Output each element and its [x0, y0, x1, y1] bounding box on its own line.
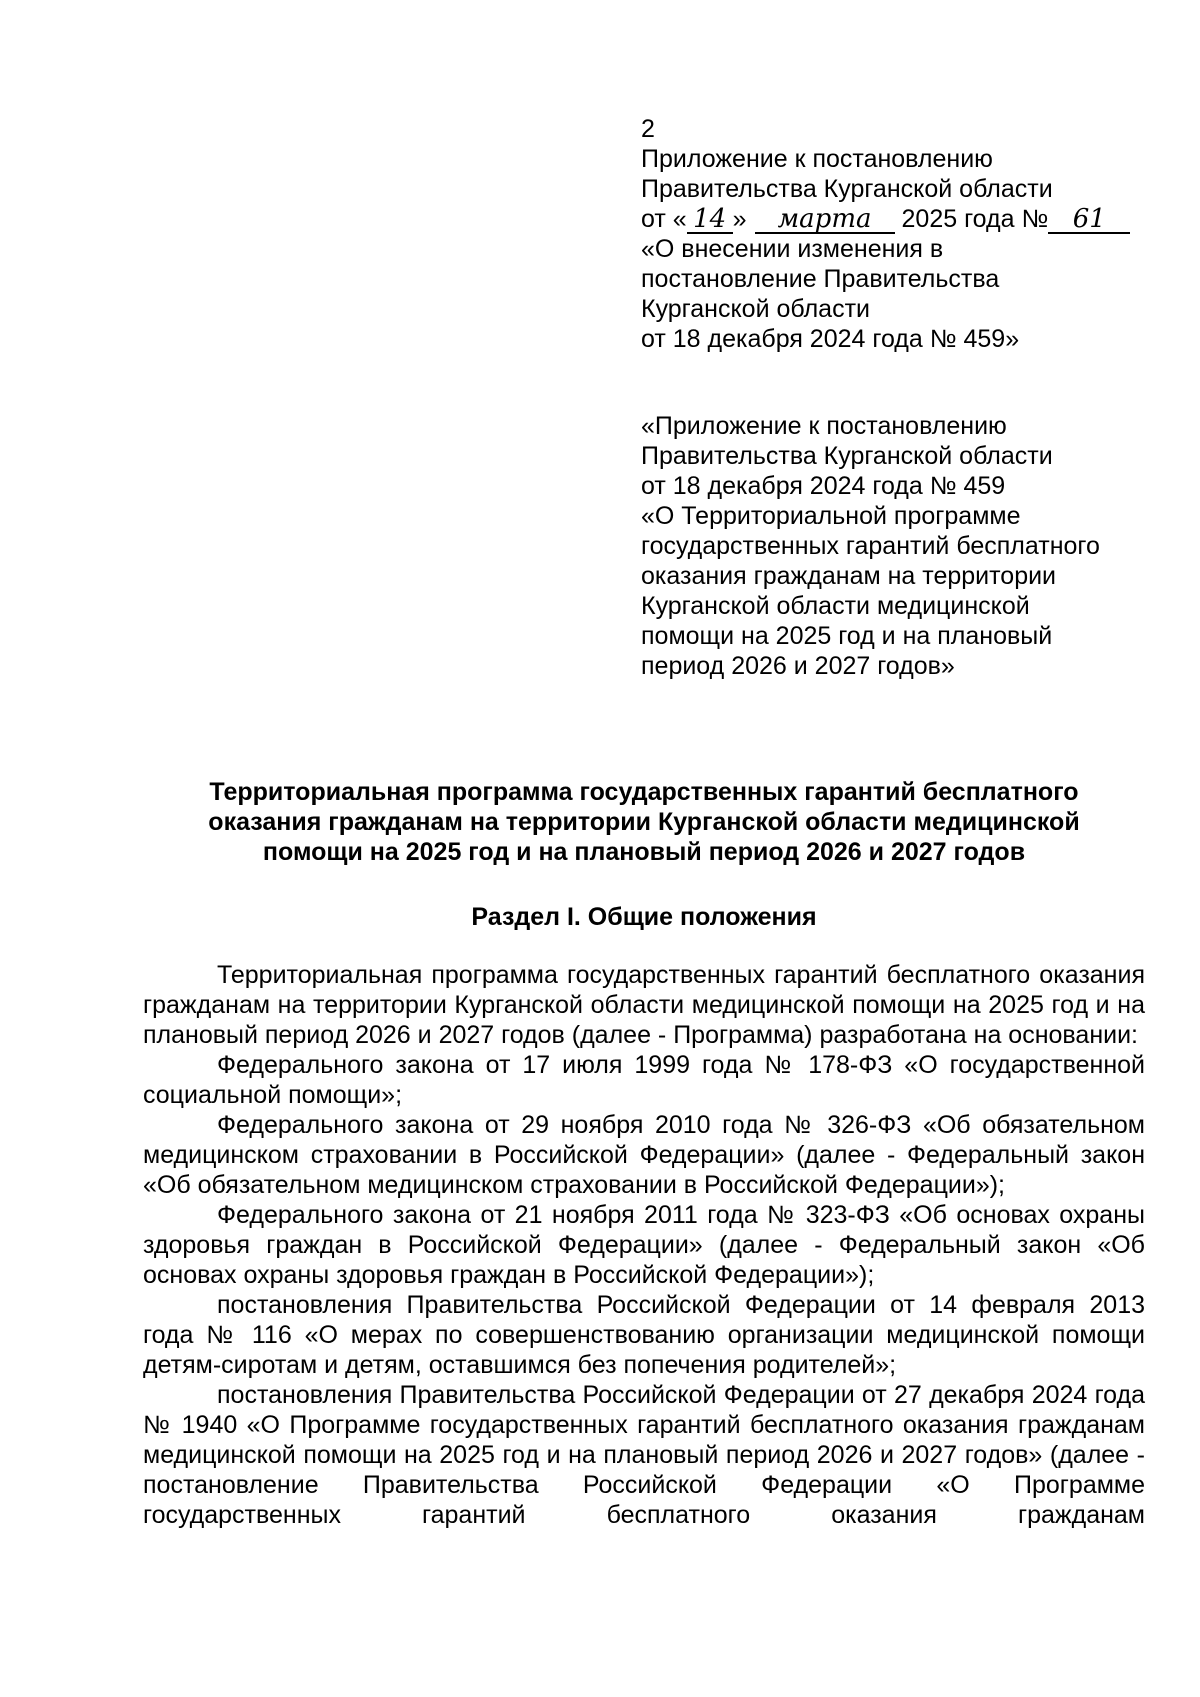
- appendix-line: оказания гражданам на территории: [641, 562, 1057, 590]
- paragraph: постановления Правительства Российской Федерации от 14 февраля 2013 года № 116 «О мерах по совершенствованию организации медицинской помощи детям-сиротам и детям, оставшимся без попечения родителей»;: [143, 1291, 1145, 1379]
- header-line-4: «О внесении изменения в: [641, 235, 944, 263]
- date-prefix: от «: [641, 205, 687, 233]
- header-line-2: Правительства Курганской области: [641, 175, 1053, 203]
- title-line: помощи на 2025 год и на плановый период 2026 и 2027 годов: [262, 838, 1026, 866]
- header-date-line: [641, 204, 1161, 234]
- handwritten-month: марта: [755, 206, 895, 234]
- section-heading: Раздел I. Общие положения: [471, 903, 817, 931]
- paragraph: Федерального закона от 17 июля 1999 года № 178-ФЗ «О государственной социальной помощи»;: [143, 1051, 1145, 1109]
- header-line-6: Курганской области: [641, 295, 871, 323]
- appendix-reference: [641, 411, 1161, 681]
- paragraph: Федерального закона от 29 ноября 2010 года № 326-ФЗ «Об обязательном медицинском страховании в Российской Федерации» (далее - Федеральный закон «Об обязательном медицинском страховании в Российской Федерации»);: [143, 1111, 1145, 1199]
- handwritten-doc-number: 61: [1048, 206, 1130, 234]
- date-quote-close: »: [732, 205, 747, 233]
- date-year: 2025 года №: [901, 205, 1049, 233]
- handwritten-day: 14: [687, 206, 733, 234]
- appendix-line: Курганской области медицинской: [641, 592, 1030, 620]
- body-text: [143, 960, 1145, 1530]
- header-line-1: Приложение к постановлению: [641, 145, 993, 173]
- title-line: оказания гражданам на территории Курганской области медицинской: [208, 808, 1080, 836]
- appendix-line: Правительства Курганской области: [641, 442, 1053, 470]
- appendix-line: помощи на 2025 год и на плановый: [641, 622, 1053, 650]
- appendix-line: период 2026 и 2027 годов»: [641, 652, 955, 680]
- title-line: Территориальная программа государственных гарантий бесплатного: [209, 778, 1079, 806]
- appendix-line: «Приложение к постановлению: [641, 412, 1007, 440]
- appendix-line: государственных гарантий бесплатного: [641, 532, 1100, 560]
- paragraph: Федерального закона от 21 ноября 2011 года № 323-ФЗ «Об основах охраны здоровья граждан в Российской Федерации» (далее - Федеральный закон «Об основах охраны здоровья граждан в Российской Федерации»);: [143, 1201, 1145, 1289]
- paragraph: постановления Правительства Российской Федерации от 27 декабря 2024 года № 1940 «О Программе государственных гарантий бесплатного оказания гражданам медицинской помощи на 2025 год и на плановый период 2026 и 2027 годов» (далее - постановление Правительства Российской Федерации «О Программе государственных гарантий бесплатного оказания гражданам: [143, 1381, 1145, 1529]
- appendix-line: «О Территориальной программе: [641, 502, 1021, 530]
- header-line-5: постановление Правительства: [641, 265, 1000, 293]
- page-number: 2: [641, 115, 655, 143]
- header-line-7: от 18 декабря 2024 года № 459»: [641, 325, 1020, 353]
- resolution-header: [641, 114, 1161, 354]
- appendix-line: от 18 декабря 2024 года № 459: [641, 472, 1006, 500]
- document-title: [143, 777, 1145, 867]
- paragraph: Территориальная программа государственных гарантий бесплатного оказания гражданам на территории Курганской области медицинской помощи на 2025 год и на плановый период 2026 и 2027 годов (далее - Программа) разработана на основании:: [143, 961, 1145, 1049]
